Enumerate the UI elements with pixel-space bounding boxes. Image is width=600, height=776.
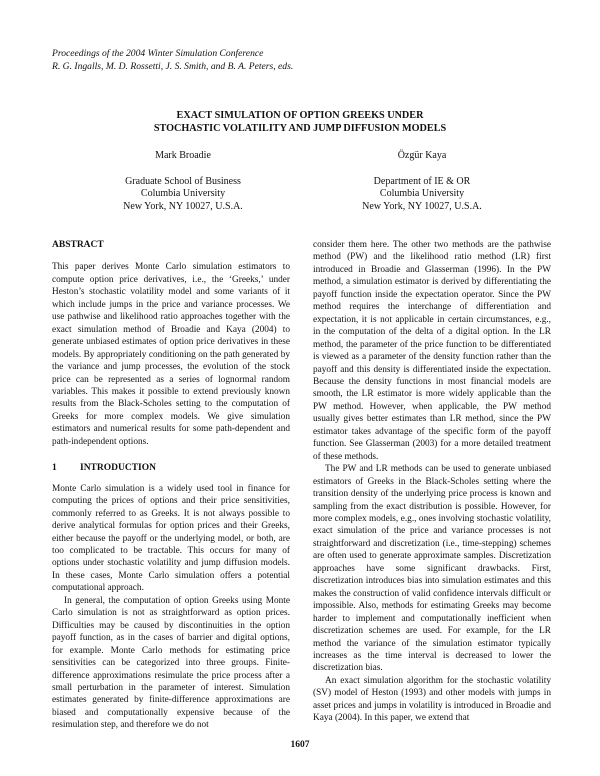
author-address: New York, NY 10027, U.S.A. <box>123 200 243 212</box>
body-paragraph-3: An exact simulation algorithm for the stochastic volatility (SV) model of Heston (1993) and other models with jumps in asset prices and jumps in volatility is introduced in Broadie and Kaya (2004). In this paper, we extend that <box>313 675 551 724</box>
body-paragraph-2: The PW and LR methods can be used to generate unbiased estimators of Greeks in the Black-Scholes setting where the transition density of the underlying price process is known and sampling from the exact distribution is possible. However, for more complex models, e.g., ones involving stochastic volatility, exact simulation of the price and variance processes is not straightforward and discretization (i.e., time-stepping) schemes are often used to generate approximate samples. Discretization approaches have some significant drawbacks. First, discretization introduces bias into simulation estimates and this makes the construction of valid confidence intervals difficult or impossible. Also, methods for estimating Greeks may become harder to implement and computationally inefficient when discretization schemes are used. For example, for the LR method the variance of the simulation estimator typically increases as the time interval is decreased to lower the discretization bias. <box>313 464 551 674</box>
introduction-heading <box>52 462 290 474</box>
title-line-1: EXACT SIMULATION OF OPTION GREEKS UNDER <box>176 110 424 121</box>
section-title: INTRODUCTION <box>80 463 157 474</box>
author-address: New York, NY 10027, U.S.A. <box>362 200 482 212</box>
author-name: Mark Broadie <box>155 150 211 161</box>
intro-paragraph-1: Monte Carlo simulation is a widely used tool in finance for computing the prices of options and their price sensitivities, commonly referred to as Greeks. It is not always possible to derive analytical formulas for option prices and their Greeks, either because the payoff or the underlying model, or both, are too complicated to be tractable. This occurs for many of options under stochastic volatility and jump diffusion models. In these cases, Monte Carlo simulation offers a potential computational approach. <box>52 483 290 594</box>
author-affiliation: Department of IE & OR <box>373 175 471 187</box>
author-block-1 <box>63 150 303 213</box>
body-paragraph-1: consider them here. The other two methods are the pathwise method (PW) and the likelihood ratio method (LR) first introduced in Broadie and Glasserman (1996). In the PW method, a simulation estimator is derived by differentiating the payoff function inside the expectation operator. Since the PW method requires the interchange of differentiation and expectation, it is not applicable in certain circumstances, e.g., in the computation of the delta of a digital option. In the LR method, the parameter of the price function to be differentiated is viewed as a parameter of the density function rather than the payoff and this density is differentiated inside the expectation. Because the density functions in most financial models are smooth, the LR estimator is more widely applicable than the PW method. However, when applicable, the PW method usually gives better estimates than LR method, since the PW estimator takes advantage of the specific form of the payoff function. See Glasserman (2003) for a more detailed treatment of these methods. <box>313 240 551 462</box>
author-affiliation: Graduate School of Business <box>125 175 241 187</box>
author-institution: Columbia University <box>140 188 226 199</box>
paper-title <box>40 110 560 135</box>
author-institution: Columbia University <box>379 188 465 199</box>
page-number: 1607 <box>290 740 310 750</box>
title-line-2: STOCHASTIC VOLATILITY AND JUMP DIFFUSION MODELS <box>153 122 447 134</box>
abstract-text: This paper derives Monte Carlo simulation estimators to compute option price derivatives, i.e., the ‘Greeks,’ under Heston’s stochastic volatility model and some variants of it which include jumps in the price and variance processes. We use pathwise and likelihood ratio approaches together with the exact simulation method of Broadie and Kaya (2004) to generate unbiased estimates of option price derivatives in these models. By appropriately conditioning on the path generated by the variance and jump processes, the evolution of the stock price can be represented as a series of lognormal random variables. This makes it possible to extend previously known results from the Black-Scholes setting to the computation of Greeks for more complex models. We give simulation estimators and numerical results for some path-dependent and path-independent options. <box>52 262 290 447</box>
conference-name: Proceedings of the 2004 Winter Simulation Conference <box>52 48 264 59</box>
conference-header <box>52 48 552 73</box>
abstract-heading: ABSTRACT <box>52 240 104 250</box>
intro-paragraph-2: In general, the computation of option Greeks using Monte Carlo simulation is not as straightforward as option prices. Difficulties may be caused by discontinuities in the option payoff function, as in the cases of barrier and digital options, for example. Monte Carlo methods for estimating price sensitivities can be categorized into three groups. Finite-difference approximations resimulate the price process after a small perturbation in the parameter of interest. Simulation estimates generated by finite-difference approximations are biased and computationally expensive because of the resimulation step, and therefore we do not <box>52 595 290 731</box>
left-column <box>52 239 290 732</box>
right-column <box>313 239 551 725</box>
author-name: Özgür Kaya <box>397 150 447 161</box>
author-block-2 <box>302 150 542 213</box>
section-number: 1 <box>52 463 57 474</box>
conference-editors: R. G. Ingalls, M. D. Rossetti, J. S. Smith, and B. A. Peters, eds. <box>52 60 294 72</box>
